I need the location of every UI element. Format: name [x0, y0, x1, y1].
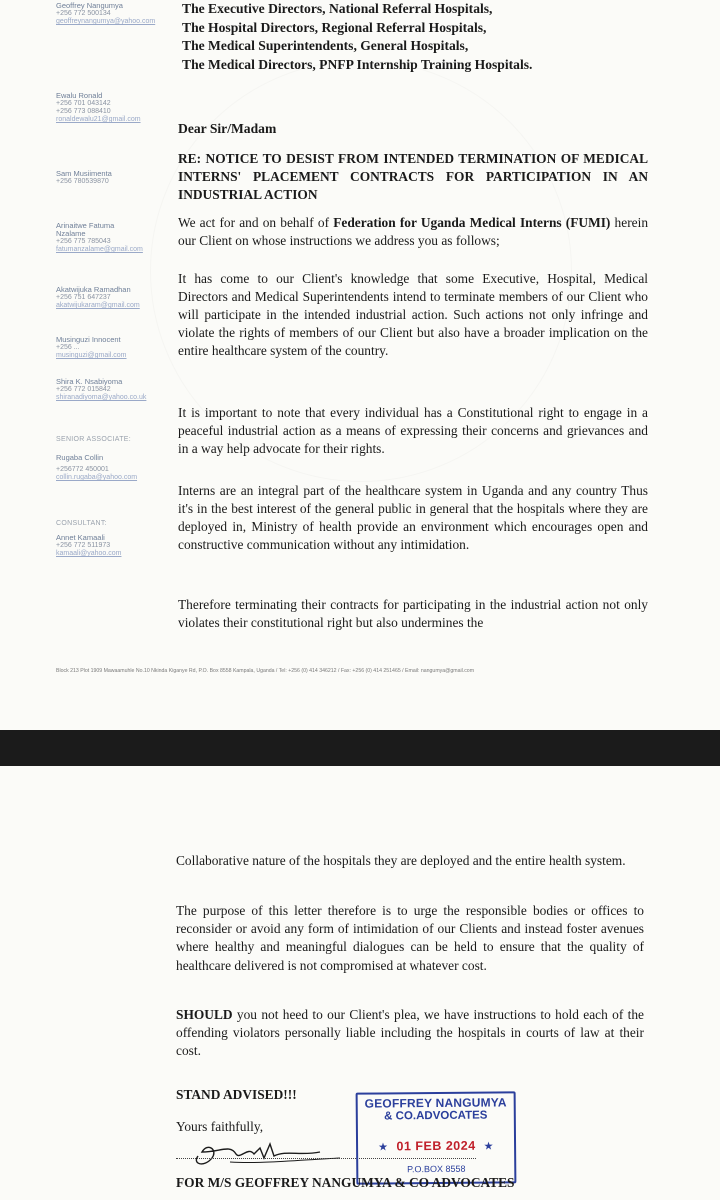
sidebar-phone: +256772 450001 [56, 466, 109, 473]
addressee-line: The Medical Superintendents, General Hospitals, [182, 38, 469, 53]
letterhead-footer: Block 213 Plot 1909 Mawaamuhle No.10 Nkinda Kiganye Rd, P.O. Box 8558 Kampala, Uganda / Tel: +256 (0) 414 346212 / Fax: +256 (0) 414 251465 / Email: nangumya@gmail.com [56, 668, 475, 674]
stamp-date-row [358, 1138, 514, 1153]
stamp-firm-suffix: & CO.ADVOCATES [384, 1109, 488, 1123]
paragraph [178, 214, 648, 250]
sidebar-entry [56, 336, 164, 360]
signoff-firm: FOR M/S GEOFFREY NANGUMYA & CO ADVOCATES [176, 1175, 515, 1190]
partners-sidebar [56, 0, 164, 660]
sidebar-phone: +256 701 043142 +256 773 088410 [56, 100, 111, 115]
sidebar-name: Ewalu Ronald [56, 91, 103, 100]
sidebar-name: Annet Kamaali [56, 533, 105, 542]
emphasis-word: SHOULD [176, 1007, 233, 1022]
sidebar-email: akatwijukaram@gmail.com [56, 302, 140, 309]
stamp-po-box: P.O.BOX 8558 [407, 1163, 466, 1175]
sidebar-name: Sam Musiimenta [56, 169, 112, 178]
paragraph: It has come to our Client's knowledge that some Executive, Hospital, Medical Directors and Medical Superintendents intend to terminate members of our Client who will participate in the intended industrial action. Such actions not only infringe and violate the rights of members of our Client but also have a broader implication on the entire healthcare system of the country. [178, 271, 648, 358]
advocates-stamp [356, 1091, 517, 1184]
sidebar-phone: +256 780539870 [56, 178, 109, 185]
closing: Yours faithfully, [176, 1119, 264, 1134]
sidebar-name: Shira K. Nsabiyoma [56, 377, 123, 386]
sidebar-email: ronaldewalu21@gmail.com [56, 116, 141, 123]
sidebar-entry [56, 222, 164, 254]
addressee-line: The Hospital Directors, Regional Referral Hospitals, [182, 19, 487, 35]
sidebar-entry [56, 378, 164, 402]
paragraph: Collaborative nature of the hospitals they are deployed and the entire health system. [176, 853, 626, 868]
star-icon: ★ [483, 1140, 495, 1153]
subject-line: RE: NOTICE TO DESIST FROM INTENDED TERMINATION OF MEDICAL INTERNS' PLACEMENT CONTRACTS FOR PARTICIPATION IN AN INDUSTRIAL ACTION [178, 151, 648, 202]
star-icon: ★ [378, 1141, 389, 1154]
client-name: Federation for Uganda Medical Interns (FUMI) [333, 215, 611, 230]
sidebar-entry [56, 286, 164, 310]
addressee-line: The Executive Directors, National Referral Hospitals, [182, 1, 493, 16]
sidebar-email: collin.rugaba@yahoo.com [56, 474, 138, 481]
sidebar-heading: SENIOR ASSOCIATE: [56, 436, 131, 443]
sidebar-name: Rugaba Collin [56, 453, 104, 462]
sidebar-phone: +256 ... [56, 344, 80, 351]
paragraph: Therefore terminating their contracts for participating in the industrial action not only violates their constitutional right but also undermines the [178, 597, 648, 630]
sidebar-name: Geoffrey Nangumya [56, 1, 123, 10]
signature-image [190, 1134, 350, 1170]
sidebar-entry [56, 520, 164, 558]
sidebar-email: fatumanzalame@gmail.com [56, 246, 143, 253]
paragraph: Interns are an integral part of the healthcare system in Uganda and any country Thus it's in the best interest of the general public in general that the hospitals where they are deployed in, Ministry of health provide an environment which encourages open and constructive communication without any intimidation. [178, 483, 648, 552]
sidebar-heading: CONSULTANT: [56, 520, 107, 527]
sidebar-phone: +256 772 015842 [56, 386, 111, 393]
sidebar-name: Arinaitwe Fatuma Nzalame [56, 221, 115, 238]
paragraph-text: herein our Client on whose instructions we address you as follows; [178, 215, 649, 248]
paragraph-text: We act for and on behalf of [178, 215, 334, 230]
addressee-line: The Medical Directors, PNFP Internship Training Hospitals. [182, 56, 533, 72]
sidebar-phone: +256 772 511973 [56, 542, 111, 549]
sidebar-phone: +256 775 785043 [56, 238, 111, 245]
paragraph: The purpose of this letter therefore is to urge the responsible bodies or offices to reconsider or avoid any form of intimidation of our Clients and instead foster avenues where healthy and meaningful dialogues can be held to ensure that the quality of healthcare delivered is not compromised at whatever cost. [176, 903, 644, 973]
sidebar-email: musinguzi@gmail.com [56, 352, 127, 359]
paragraph: It is important to note that every individual has a Constitutional right to engage in a peaceful industrial action as a means of expressing their concerns and grievances and in a way help advocate for their rights. [178, 405, 648, 456]
salutation: Dear Sir/Madam [178, 121, 277, 136]
sidebar-entry [56, 92, 164, 124]
paragraph-text: you not heed to our Client's plea, we have instructions to hold each of the offending violators personally liable including the hospitals in courts of law at their cost. [176, 1007, 644, 1059]
sidebar-entry [56, 2, 164, 26]
stamp-firm-name: GEOFFREY NANGUMYA [364, 1095, 507, 1111]
sidebar-email: kamaali@yahoo.com [56, 550, 122, 557]
sidebar-email: shiranadiyoma@yahoo.co.uk [56, 394, 147, 401]
stamp-date: 01 FEB 2024 [396, 1138, 476, 1154]
sidebar-phone: +256 751 647237 [56, 294, 111, 301]
stand-advised: STAND ADVISED!!! [176, 1087, 297, 1102]
addressee-list [182, 0, 652, 74]
sidebar-entry [56, 170, 164, 186]
sidebar-entry [56, 436, 164, 482]
paragraph [176, 1006, 644, 1061]
sidebar-name: Akatwijuka Ramadhan [56, 285, 131, 294]
sidebar-email: geoffreynangumya@yahoo.com [56, 18, 156, 25]
sidebar-phone: +256 772 500134 [56, 10, 111, 17]
sidebar-name: Musinguzi Innocent [56, 335, 121, 344]
letter-page-2 [0, 766, 720, 1200]
